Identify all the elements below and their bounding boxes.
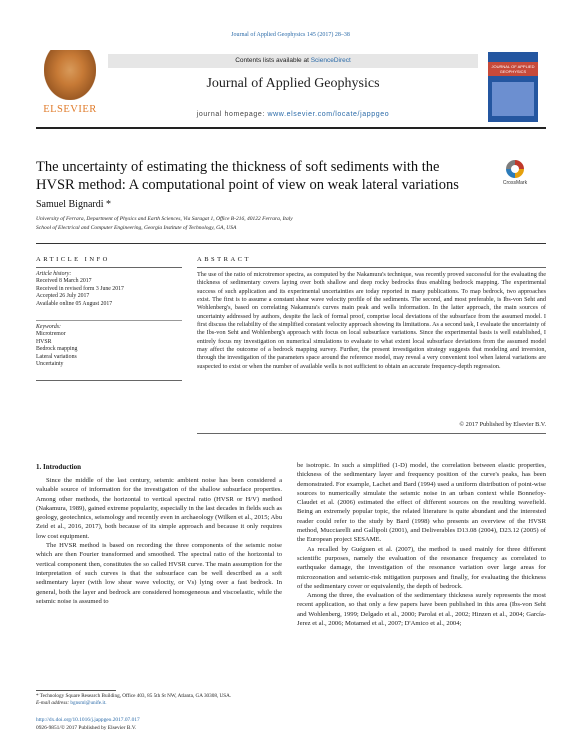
article-info-divider <box>36 267 182 268</box>
article-info-end-divider <box>36 380 182 381</box>
article-history <box>36 271 182 308</box>
body-column-left <box>36 476 282 606</box>
keyword: Microtremor <box>36 331 66 338</box>
abstract-copyright: © 2017 Published by Elsevier B.V. <box>459 421 546 428</box>
crossmark-badge[interactable] <box>490 160 540 190</box>
homepage-prefix: journal homepage: <box>196 111 268 118</box>
doi-link[interactable]: http://dx.doi.org/10.1016/j.jappgeo.2017.07.017 <box>36 717 140 723</box>
elsevier-wordmark: ELSEVIER <box>43 104 97 115</box>
body-column-right <box>297 461 546 628</box>
cover-title: JOURNAL OF APPLIED GEOPHYSICS <box>491 64 535 74</box>
email-link[interactable]: bgnsml@unife.it. <box>70 700 107 706</box>
history-accepted: Accepted 26 July 2017 <box>36 293 90 300</box>
history-revised: Received in revised form 3 June 2017 <box>36 285 124 292</box>
elsevier-logo <box>38 50 102 116</box>
elsevier-tree-icon <box>44 50 96 100</box>
paper-title: The uncertainty of estimating the thickness of soft sediments with the HVSR method: A computational point of view on weak lateral variations <box>36 159 459 193</box>
body-paragraph: As recalled by Guéguen et al. (2007), the method is used mainly for three different scientific purposes, namely the evaluation of the resonance frequency as correlated to earthquake damage, the investigation of the resonance variation over large areas for microzonation and seismic-risk mitigation purposes and finally, for evaluating the thickness of the sedimentary cover or equivalently, the depth of bedrock. <box>297 545 546 590</box>
history-label: Article history: <box>36 271 72 277</box>
homepage-link[interactable]: www.elsevier.com/locate/jappgeo <box>267 111 390 118</box>
crossmark-label: CrossMark <box>502 180 528 186</box>
keywords <box>36 324 182 368</box>
journal-title: Journal of Applied Geophysics <box>206 76 380 91</box>
history-online: Available online 05 August 2017 <box>36 300 113 307</box>
keyword: HVSR <box>36 338 52 345</box>
body-paragraph: The HVSR method is based on recording the three components of the seismic noise which are then Fourier transformed and smoothed. The spectral ratio of the horizontal to vertical component then, constitutes the so called HVSR curve. The main assumption for the interpretation of such curves is that the subsurface can be well described as a soft sedimentary layer (with low shear wave velocity, or Vs) lying over a fast bedrock. In general, both the layer and bedrock are considered homogeneous and viscoelastic, while the seismic noise is assumed to <box>36 542 282 605</box>
author-name[interactable]: Samuel Bignardi * <box>36 199 111 210</box>
journal-reference[interactable]: Journal of Applied Geophysics 145 (2017) 28–38 <box>231 32 350 38</box>
footnote <box>36 693 282 707</box>
article-info-heading: ARTICLE INFO <box>36 256 110 263</box>
keywords-divider <box>36 320 182 321</box>
crossmark-icon <box>506 160 524 178</box>
issn-copyright: 0926-9851/© 2017 Published by Elsevier B.V. <box>36 725 137 731</box>
abstract-heading: ABSTRACT <box>197 256 251 263</box>
sciencedirect-link[interactable]: ScienceDirect <box>310 57 351 64</box>
history-received: Received 8 March 2017 <box>36 278 92 285</box>
footnote-address: * Technology Square Research Building, Office 403, 85 5th St NW, Atlanta, GA 30308, USA. <box>36 693 232 699</box>
contents-prefix: Contents lists available at <box>235 57 311 64</box>
body-paragraph: Since the middle of the last century, seismic ambient noise has been considered a valuable source of information for the investigation of the shallow subsurface properties. Among other methods, the horizontal to vertical spectral ratio (HVSR or H/V) method (Nakamura, 1989), gained extreme popularity, especially in the last decades in fields such as geology, geotechnics, seismology and recently even in archaeology (Wilken et al., 2015; Abu Zeid et al., 2016, 2017), both because of its simple approach and because it only requires low cost equipment. <box>36 477 282 540</box>
keywords-label: Keywords: <box>36 324 61 330</box>
journal-homepage <box>108 111 478 118</box>
contents-bar <box>108 54 478 68</box>
abstract-divider <box>197 267 546 268</box>
abstract-end-divider <box>197 433 546 434</box>
affiliation-2: School of Electrical and Computer Engineering, Georgia Institute of Technology, GA, USA <box>36 225 237 231</box>
title-divider <box>36 243 546 244</box>
abstract-text: The use of the ratio of microtremor spectra, as computed by the Nakamura's technique, was recently proved successful for the evaluating the thickness of sedimentary covers laying over both shallow and deep rocky bedrocks thus enabling bedrock mapping. The experimental success of such application and its experimental uncertainties are today reported in many publications. To map bedrock, two approaches exist. The first is to assume a constant shear wave velocity profile of the sediments. The second, and most preferable, is Ibs-von Seht and Wohlenberg's, based on correlating Nakamura's curves main peak and wells information. In the latter approach, the main sources of uncertainty addressed by authors, despite the lack of formal proof, comprise local deviations of the subsurface from the assumed model. I first discuss the reliability of the simplified constant velocity approach showing its limitations. As a second task, I evaluate the uncertainty of the Ibs-von Seht and Wohlenberg's approach with focus on local subsurface variations. Since the experimental basis is well established, I entirely focus my investigation on numerical simulations to evaluate to what extent local subsurface deviations from the assumed model may affect the outcome of a bedrock mapping survey. Further, the present investigation strategy suggests that modeling and inversion, through the investigation of the parameters space around the reference model, may reveal a very convenient tool when lateral variations are suspected to exist or when the number of available wells is not sufficient to obtain an accurate frequency-depth regression. <box>197 271 546 370</box>
keyword: Bedrock mapping <box>36 346 78 353</box>
body-paragraph: Among the three, the evaluation of the sedimentary thickness surely represents the most recent application, so that only a few papers have been published in this area (Ibs-von Seht and Wohlenberg, 1999; Delgado et al., 2000; Parolai et al., 2002; Hinzen et al., 2004; García-Jerez et al., 2006; Motamed et al., 2007; D'Amico et al., 2004; <box>297 592 546 628</box>
email-label: E-mail address: <box>36 700 71 706</box>
keyword: Lateral variations <box>36 353 77 360</box>
section-heading-introduction: 1. Introduction <box>36 463 81 471</box>
keyword: Uncertainty <box>36 361 64 368</box>
affiliation-1: University of Ferrara, Department of Physics and Earth Sciences, Via Saragat 1, Office B-216, 40122 Ferrara, Italy <box>36 216 293 222</box>
header-divider <box>36 127 546 129</box>
footnote-divider <box>36 690 116 691</box>
body-paragraph: be isotropic. In such a simplified (1-D) model, the correlation between elastic properties, thickness of the sedimentary layer and frequency position of the curve's peaks, has been demonstrated. For example, Lachet and Bard (1994) used a uniform distribution of point-wise sources to numerically simulate the seismic noise in an urban context while Bonnefoy-Claudet et al. (2006) estimated the effect of different sources on the resulting wavefield. Being an extremely popular topic, the related literature is quite abundant and the interested reader could refer to the study by Bard (1998) who presents an overview of the HVSR method, Mucciarelli and Gallipoli (2001), and Deliverables D13.08 (2004), D23.12 (2005) of the European project SESAME. <box>297 462 546 544</box>
journal-cover-image[interactable] <box>488 52 538 122</box>
